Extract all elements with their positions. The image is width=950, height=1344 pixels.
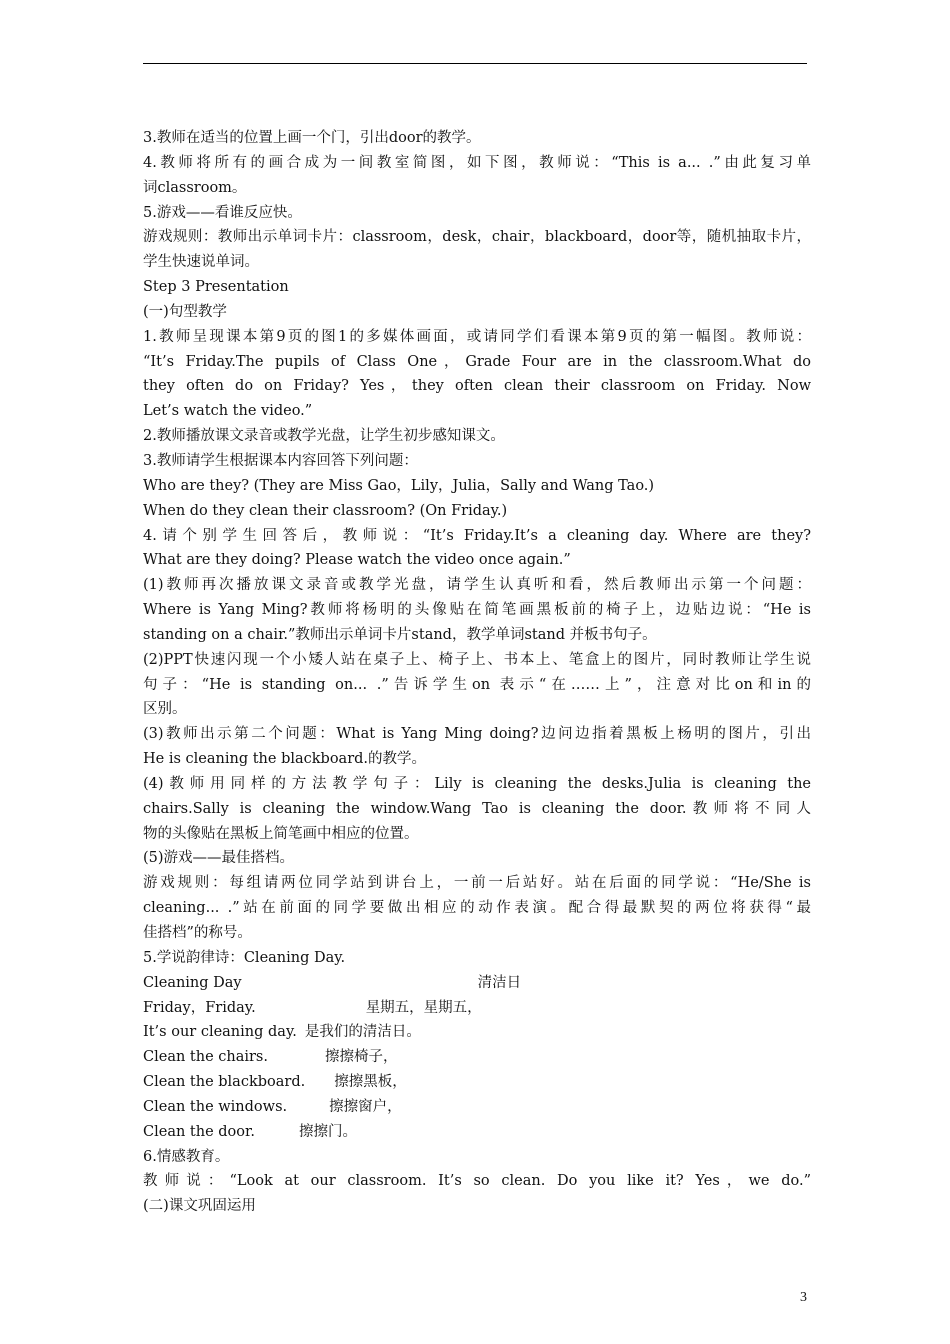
text-line: Let’s watch the video.” — [143, 403, 313, 420]
poem-english: Clean the door. — [143, 1123, 255, 1140]
text-line: (1)教师再次播放课文录音或教学光盘，请学生认真听和看，然后教师出示第一个问题： — [143, 577, 811, 594]
poem-english: Cleaning Day — [143, 974, 242, 991]
poem-line — [143, 996, 811, 1021]
text-line: (一)句型教学 — [143, 303, 227, 320]
text-line: (3)教师出示第二个问题：What is Yang Ming doing?边问边指着黑板上杨明的图片，引出 — [143, 726, 811, 743]
text-line: 5.游戏——看谁反应快。 — [143, 204, 302, 221]
poem-line — [143, 1045, 811, 1070]
text-line: 游戏规则：教师出示单词卡片：classroom，desk，chair，blackboard，door等，随机抽取卡片， — [143, 229, 811, 246]
text-line: standing on a chair.”教师出示单词卡片stand，教学单词stand 并板书句子。 — [143, 626, 657, 643]
text-line: 4.请个别学生回答后，教师说：“It’s Friday.It’s a cleaning day. Where are they? — [143, 527, 811, 544]
text-line: 句子：“He is standing on... .”告诉学生on 表示“在……上”，注意对比on和in的 — [143, 676, 811, 693]
text-line: 学生快速说单词。 — [143, 254, 259, 271]
poem-line — [143, 1120, 811, 1145]
poem-english: It’s our cleaning day. — [143, 1024, 297, 1041]
poem-english: Friday，Friday. — [143, 999, 256, 1016]
poem-line — [143, 971, 811, 996]
poem-chinese: 擦擦窗户， — [329, 1098, 402, 1115]
poem-line — [143, 1020, 811, 1045]
poem-chinese: 是我们的清洁日。 — [304, 1024, 421, 1041]
text-line: (5)游戏——最佳搭档。 — [143, 850, 295, 867]
text-line: they often do on Friday? Yes，they often clean their classroom on Friday. Now — [143, 378, 811, 395]
text-line: He is cleaning the blackboard.的教学。 — [143, 751, 427, 768]
poem-line — [143, 1095, 811, 1120]
text-line: What are they doing? Please watch the video once again.” — [143, 552, 571, 569]
text-line: Who are they? (They are Miss Gao，Lily，Julia，Sally and Wang Tao.) — [143, 477, 655, 494]
poem-line — [143, 1070, 811, 1095]
closing-block — [143, 1145, 811, 1220]
text-line: 4.教师将所有的画合成为一间教室简图，如下图，教师说：“This is a... .”由此复习单 — [143, 154, 811, 171]
text-line: Step 3 Presentation — [143, 279, 289, 296]
text-line: (2)PPT快速闪现一个小矮人站在桌子上、椅子上、书本上、笔盒上的图片，同时教师让学生说 — [143, 651, 811, 668]
text-line: cleaning... .”站在前面的同学要做出相应的动作表演。配合得最默契的两位将获得“最 — [143, 900, 811, 917]
poem-english: Clean the blackboard. — [143, 1074, 306, 1091]
text-line: 5.学说韵律诗：Cleaning Day. — [143, 949, 346, 966]
poem-chinese: 擦擦门。 — [298, 1123, 357, 1140]
poem-chinese: 擦擦黑板， — [334, 1074, 407, 1091]
text-line: “It’s Friday.The pupils of Class One，Grade Four are in the classroom.What do — [143, 353, 811, 370]
text-line: 3.教师请学生根据课本内容回答下列问题： — [143, 452, 418, 469]
text-line: 1.教师呈现课本第9页的图1的多媒体画面，或请同学们看课本第9页的第一幅图。教师说： — [143, 328, 811, 345]
text-line: (二)课文巩固运用 — [143, 1198, 256, 1215]
text-line: When do they clean their classroom? (On Friday.) — [143, 502, 508, 519]
text-line: 3.教师在适当的位置上画一个门，引出door的教学。 — [143, 130, 481, 146]
text-line: 词classroom。 — [143, 179, 247, 196]
text-line: 2.教师播放课文录音或教学光盘，让学生初步感知课文。 — [143, 428, 505, 445]
poem-block — [143, 971, 811, 1145]
poem-chinese: 清洁日 — [477, 974, 522, 991]
header-rule — [143, 63, 807, 64]
text-line: 教师说：“Look at our classroom. It’s so clean. Do you like it? Yes，we do.” — [143, 1173, 811, 1190]
text-line: chairs.Sally is cleaning the window.Wang Tao is cleaning the door.教师将不同人 — [143, 800, 811, 817]
text-line: 物的头像贴在黑板上简笔画中相应的位置。 — [143, 825, 419, 842]
page-number: 3 — [800, 1290, 807, 1305]
poem-english: Clean the chairs. — [143, 1049, 268, 1066]
document-body — [143, 126, 811, 1219]
poem-chinese: 擦擦椅子， — [325, 1049, 398, 1066]
paragraph-block — [143, 126, 811, 971]
text-line: 区别。 — [143, 701, 187, 718]
text-line: (4)教师用同样的方法教学句子：Lily is cleaning the desks.Julia is cleaning the — [143, 775, 811, 792]
text-line: 游戏规则：每组请两位同学站到讲台上，一前一后站好。站在后面的同学说：“He/She is — [143, 875, 811, 892]
text-line: 佳搭档”的称号。 — [143, 925, 252, 941]
text-line: Where is Yang Ming?教师将杨明的头像贴在简笔画黑板前的椅子上，边贴边说：“He is — [143, 602, 811, 619]
poem-english: Clean the windows. — [143, 1098, 288, 1115]
text-line: 6.情感教育。 — [143, 1148, 230, 1165]
poem-chinese: 星期五，星期五， — [365, 999, 482, 1016]
